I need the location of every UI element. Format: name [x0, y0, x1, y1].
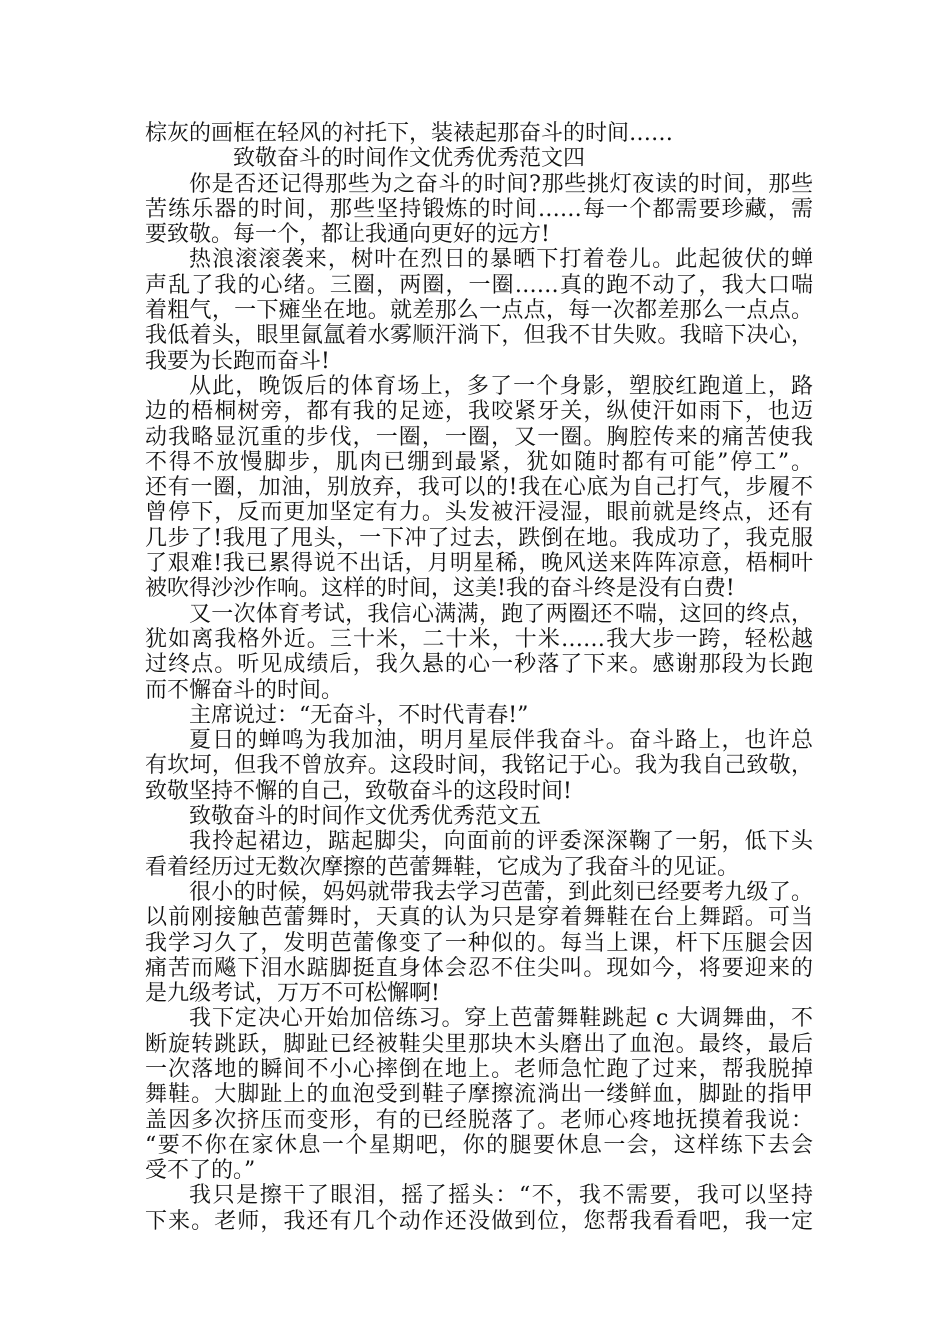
text-line: 有坎坷，但我不曾放弃。这段时间，我铭记于心。我为我自己致敬， [145, 753, 813, 779]
text-line: 一次落地的瞬间不小心摔倒在地上。老师急忙跑了过来，帮我脱掉 [145, 1056, 813, 1082]
text-line: 棕灰的画框在轻风的衬托下，装裱起那奋斗的时间…… [145, 121, 674, 146]
text-line: 下来。老师，我还有几个动作还没做到位，您帮我看看吧，我一定 [145, 1208, 813, 1234]
text-line: 很小的时候，妈妈就带我去学习芭蕾，到此刻已经要考九级了。 [189, 879, 813, 905]
text-line: “要不你在家休息一个星期吧，你的腿要休息一会，这样练下去会 [145, 1132, 813, 1158]
text-line: 从此，晚饭后的体育场上，多了一个身影，塑胶红跑道上，路 [189, 373, 813, 399]
text-line: 我只是擦干了眼泪，摇了摇头：“不，我不需要，我可以坚持 [189, 1183, 813, 1209]
text-line: 我学习久了，发明芭蕾像变了一种似的。每当上课，杆下压腿会因 [145, 930, 813, 956]
text-line: 而不懈奋斗的时间。 [145, 677, 344, 703]
text-line: 被吹得沙沙作响。这样的时间，这美!我的奋斗终是没有白费! [145, 576, 735, 602]
text-line: 我下定决心开始加倍练习。穿上芭蕾舞鞋跳起 c 大调舞曲，不 [189, 1006, 813, 1032]
text-line: 夏日的蝉鸣为我加油，明月星辰伴我奋斗。奋斗路上，也许总 [189, 728, 813, 754]
text-line: 又一次体育考试，我信心满满，跑了两圈还不喘，这回的终点， [189, 601, 813, 627]
text-line: 苦练乐器的时间，那些坚持锻炼的时间……每一个都需要珍藏，需 [145, 196, 813, 222]
text-line: 以前刚接触芭蕾舞时，天真的认为只是穿着舞鞋在台上舞蹈。可当 [145, 905, 813, 931]
section-title: 致敬奋斗的时间作文优秀优秀范文五 [189, 804, 542, 830]
text-line: 不得不放慢脚步，肌肉已绷到最紧，犹如随时都有可能”停工”。 [145, 449, 813, 475]
text-line: 舞鞋。大脚趾上的血泡受到鞋子摩擦流淌出一缕鲜血，脚趾的指甲 [145, 1082, 813, 1108]
text-line: 几步了!我甩了甩头，一下冲了过去，跌倒在地。我成功了，我克服 [145, 525, 813, 551]
text-line: 我拎起裙边，踮起脚尖，向面前的评委深深鞠了一躬，低下头 [189, 829, 813, 855]
text-line: 我低着头，眼里氤氲着水雾顺汗淌下，但我不甘失败。我暗下决心， [145, 323, 813, 349]
text-line: 热浪滚滚袭来，树叶在烈日的暴晒下打着卷儿。此起彼伏的蝉 [189, 247, 813, 273]
text-line: 边的梧桐树旁，都有我的足迹，我咬紧牙关，纵使汗如雨下，也迈 [145, 399, 813, 425]
text-line: 着粗气，一下瘫坐在地。就差那么一点点，每一次都差那么一点点。 [145, 298, 813, 324]
section-title: 致敬奋斗的时间作文优秀优秀范文四 [233, 146, 586, 172]
text-line: 你是否还记得那些为之奋斗的时间?那些挑灯夜读的时间，那些 [189, 171, 813, 197]
text-line: 了艰难!我已累得说不出话，月明星稀，晚风送来阵阵凉意，梧桐叶 [145, 551, 813, 577]
text-line: 盖因多次挤压而变形，有的已经脱落了。老师心疼地抚摸着我说： [145, 1107, 813, 1133]
text-line: 还有一圈，加油，别放弃，我可以的!我在心底为自己打气，步履不 [145, 475, 813, 501]
text-line: 犹如离我格外近。三十米，二十米，十米……我大步一跨，轻松越 [145, 626, 813, 652]
text-line: 主席说过：“无奋斗，不时代青春!” [189, 702, 529, 728]
text-line: 断旋转跳跃，脚趾已经被鞋尖里那块木头磨出了血泡。最终，最后 [145, 1031, 813, 1057]
text-line: 声乱了我的心绪。三圈，两圈，一圈……真的跑不动了，我大口喘 [145, 272, 813, 298]
text-line: 要致敬。每一个，都让我通向更好的远方! [145, 222, 550, 248]
text-line: 动我略显沉重的步伐，一圈，一圈，又一圈。胸腔传来的痛苦使我 [145, 424, 813, 450]
text-line: 过终点。听见成绩后，我久悬的心一秒落了下来。感谢那段为长跑 [145, 652, 813, 678]
text-line: 受不了的。” [145, 1158, 256, 1184]
text-line: 我要为长跑而奋斗! [145, 348, 330, 374]
text-line: 痛苦而飚下泪水踮脚挺直身体会忍不住尖叫。现如今，将要迎来的 [145, 955, 813, 981]
text-line: 致敬坚持不懈的自己，致敬奋斗的这段时间! [145, 778, 572, 804]
text-line: 曾停下，反而更加坚定有力。头发被汗浸湿，眼前就是终点，还有 [145, 500, 813, 526]
document-page [145, 121, 813, 1234]
text-line: 是九级考试，万万不可松懈啊! [145, 981, 440, 1007]
text-line: 看着经历过无数次摩擦的芭蕾舞鞋，它成为了我奋斗的见证。 [145, 854, 740, 880]
